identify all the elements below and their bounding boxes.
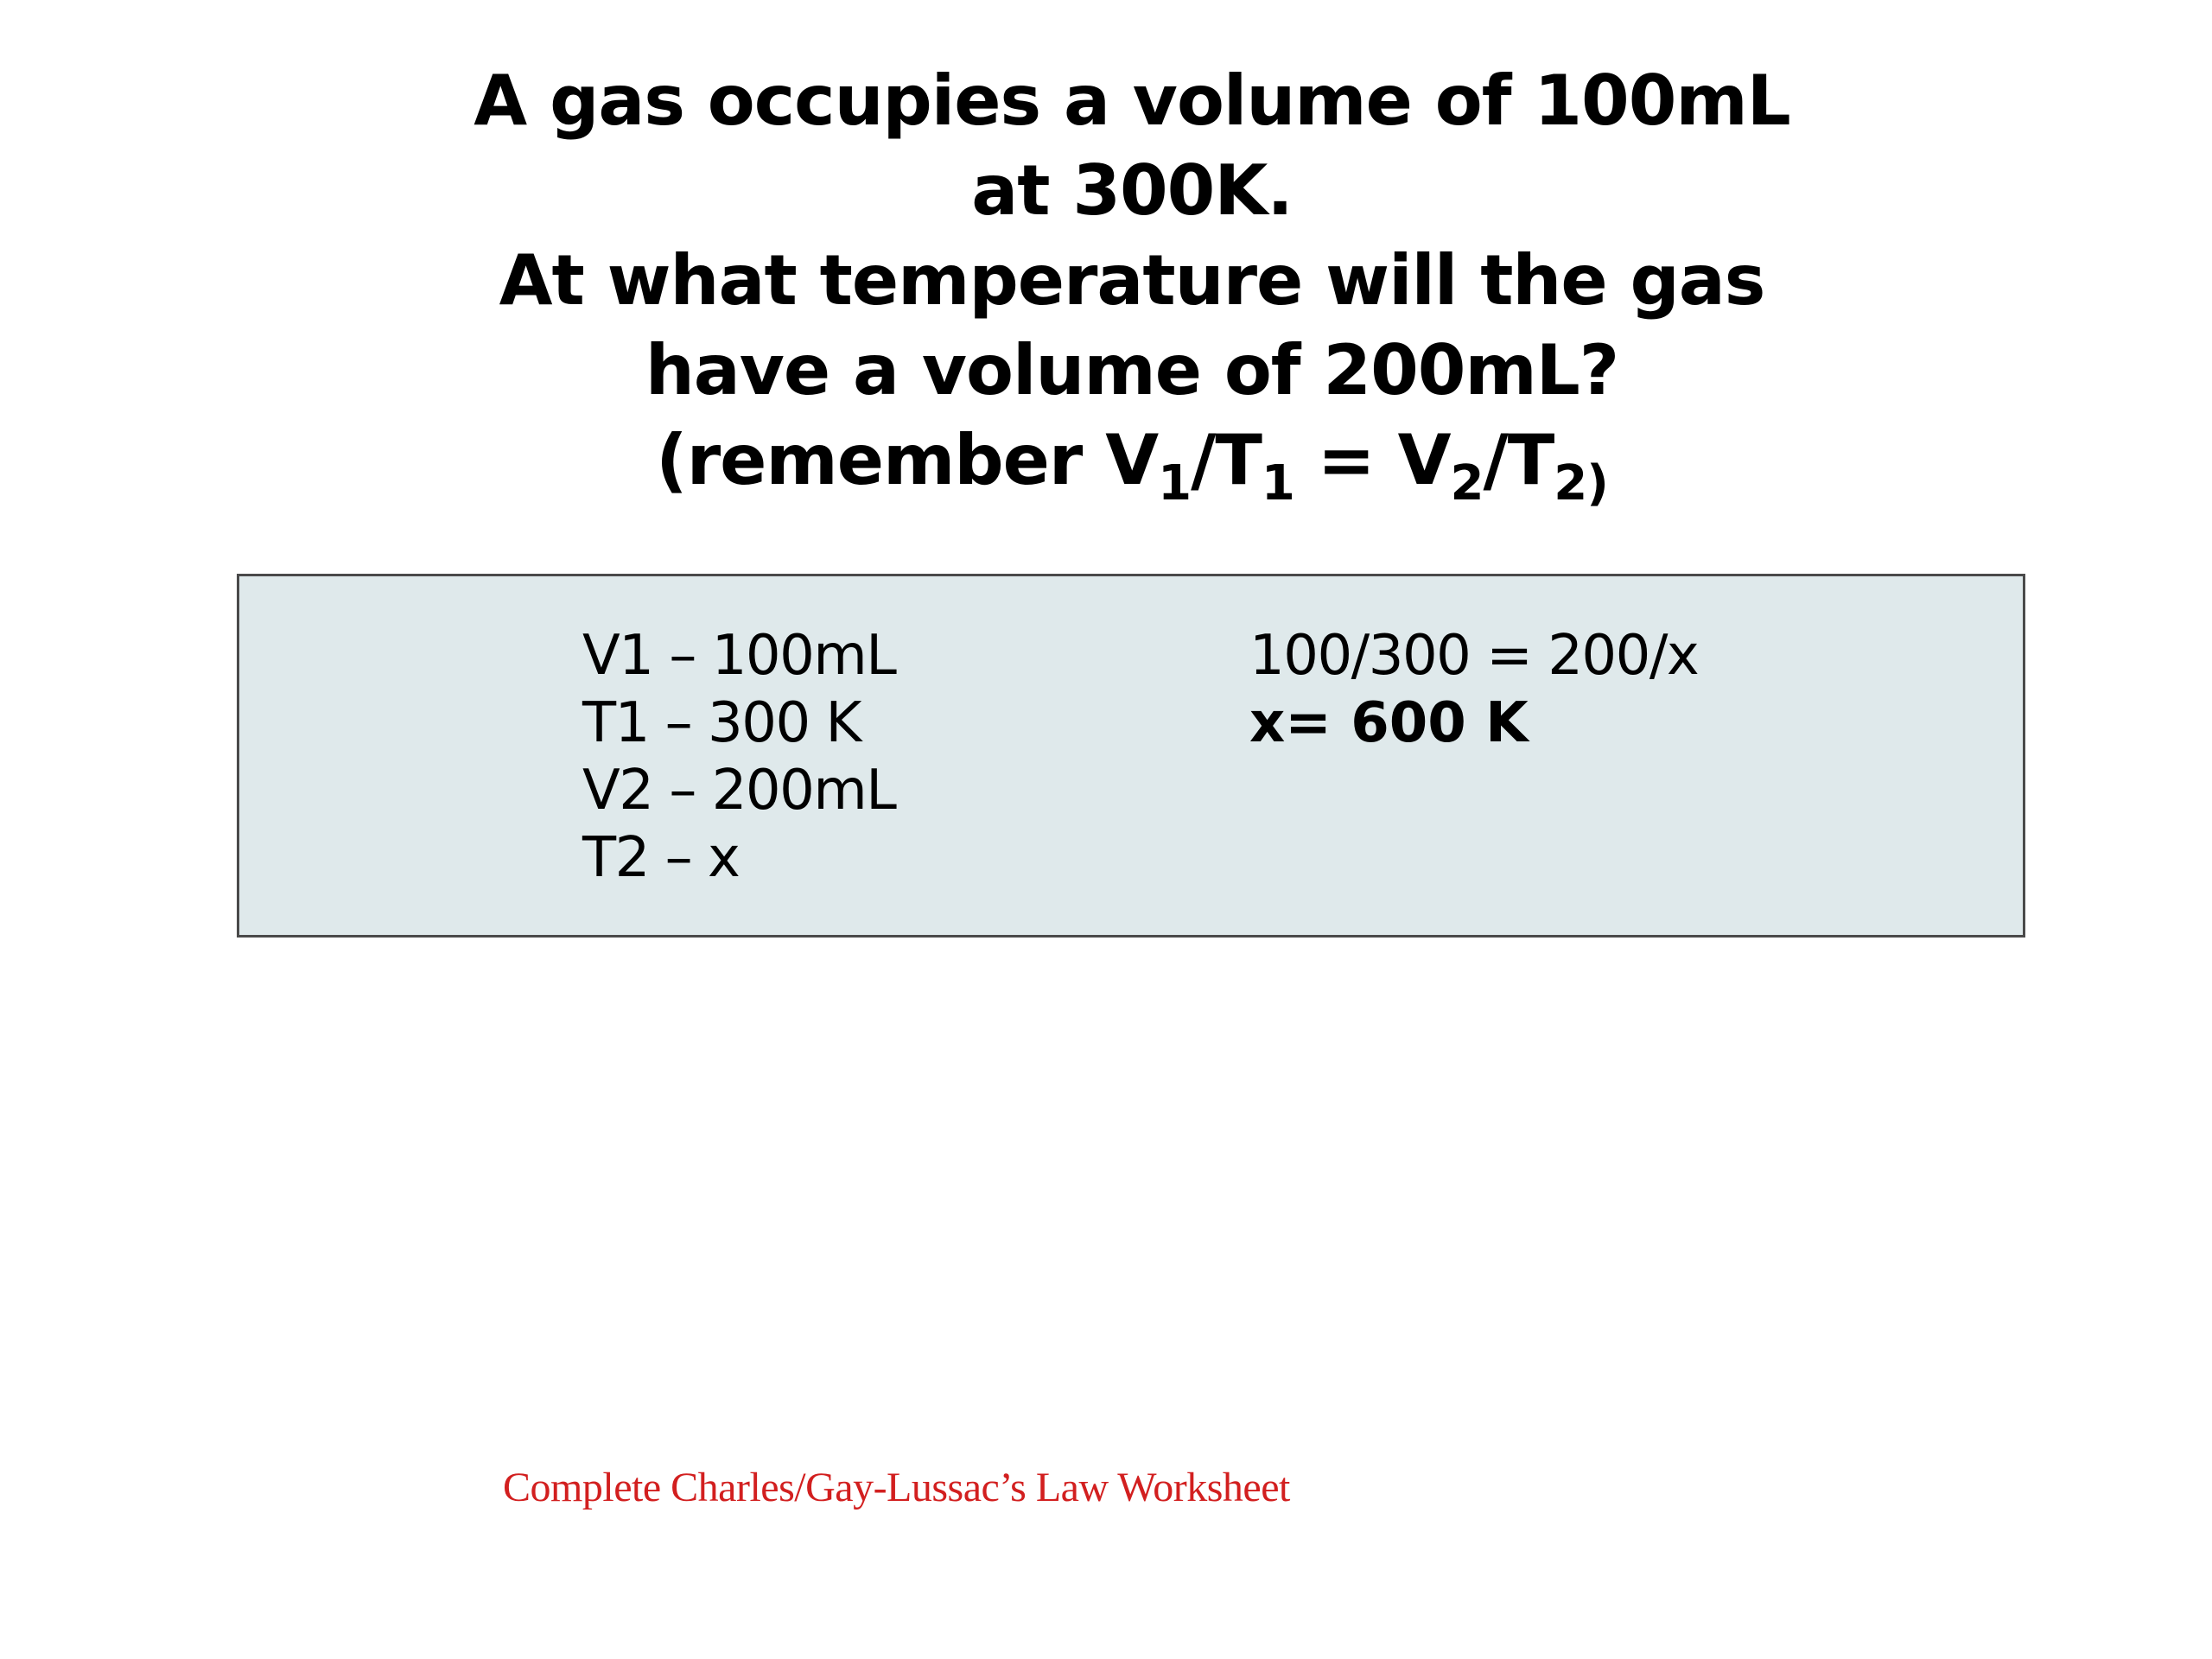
formula-sub-v2: 2 xyxy=(1450,455,1484,512)
formula-sub-v1: 1 xyxy=(1158,455,1192,512)
givens-list xyxy=(582,622,895,892)
title-formula xyxy=(285,416,1979,512)
title-line-3: At what temperature will the gas xyxy=(499,240,1765,321)
title-line-1: A gas occupies a volume of 100mL xyxy=(474,60,1790,141)
formula-slash-1: /T xyxy=(1191,420,1262,500)
answer-box xyxy=(237,574,2025,938)
formula-open: (remember V xyxy=(656,420,1159,500)
formula-equals: = V xyxy=(1294,420,1451,500)
given-t1: T1 – 300 K xyxy=(582,691,861,755)
worksheet-note: Complete Charles/Gay-Lussac’s Law Worksheet xyxy=(503,1465,1290,1510)
given-v2: V2 – 200mL xyxy=(582,759,896,823)
given-t2: T2 – x xyxy=(582,826,740,890)
formula-sub-t1: 1 xyxy=(1261,455,1294,512)
solution-result: x= 600 K xyxy=(1249,691,1529,755)
title-line-4: have a volume of 200mL? xyxy=(645,330,1619,410)
slide-title xyxy=(285,56,1979,512)
solution-equation: 100/300 = 200/x xyxy=(1249,624,1699,688)
given-v1: V1 – 100mL xyxy=(582,624,896,688)
solution xyxy=(1249,622,1698,757)
formula-slash-2: /T xyxy=(1483,420,1554,500)
title-line-2: at 300K. xyxy=(971,150,1293,231)
formula-sub-t2: 2) xyxy=(1554,455,1608,512)
